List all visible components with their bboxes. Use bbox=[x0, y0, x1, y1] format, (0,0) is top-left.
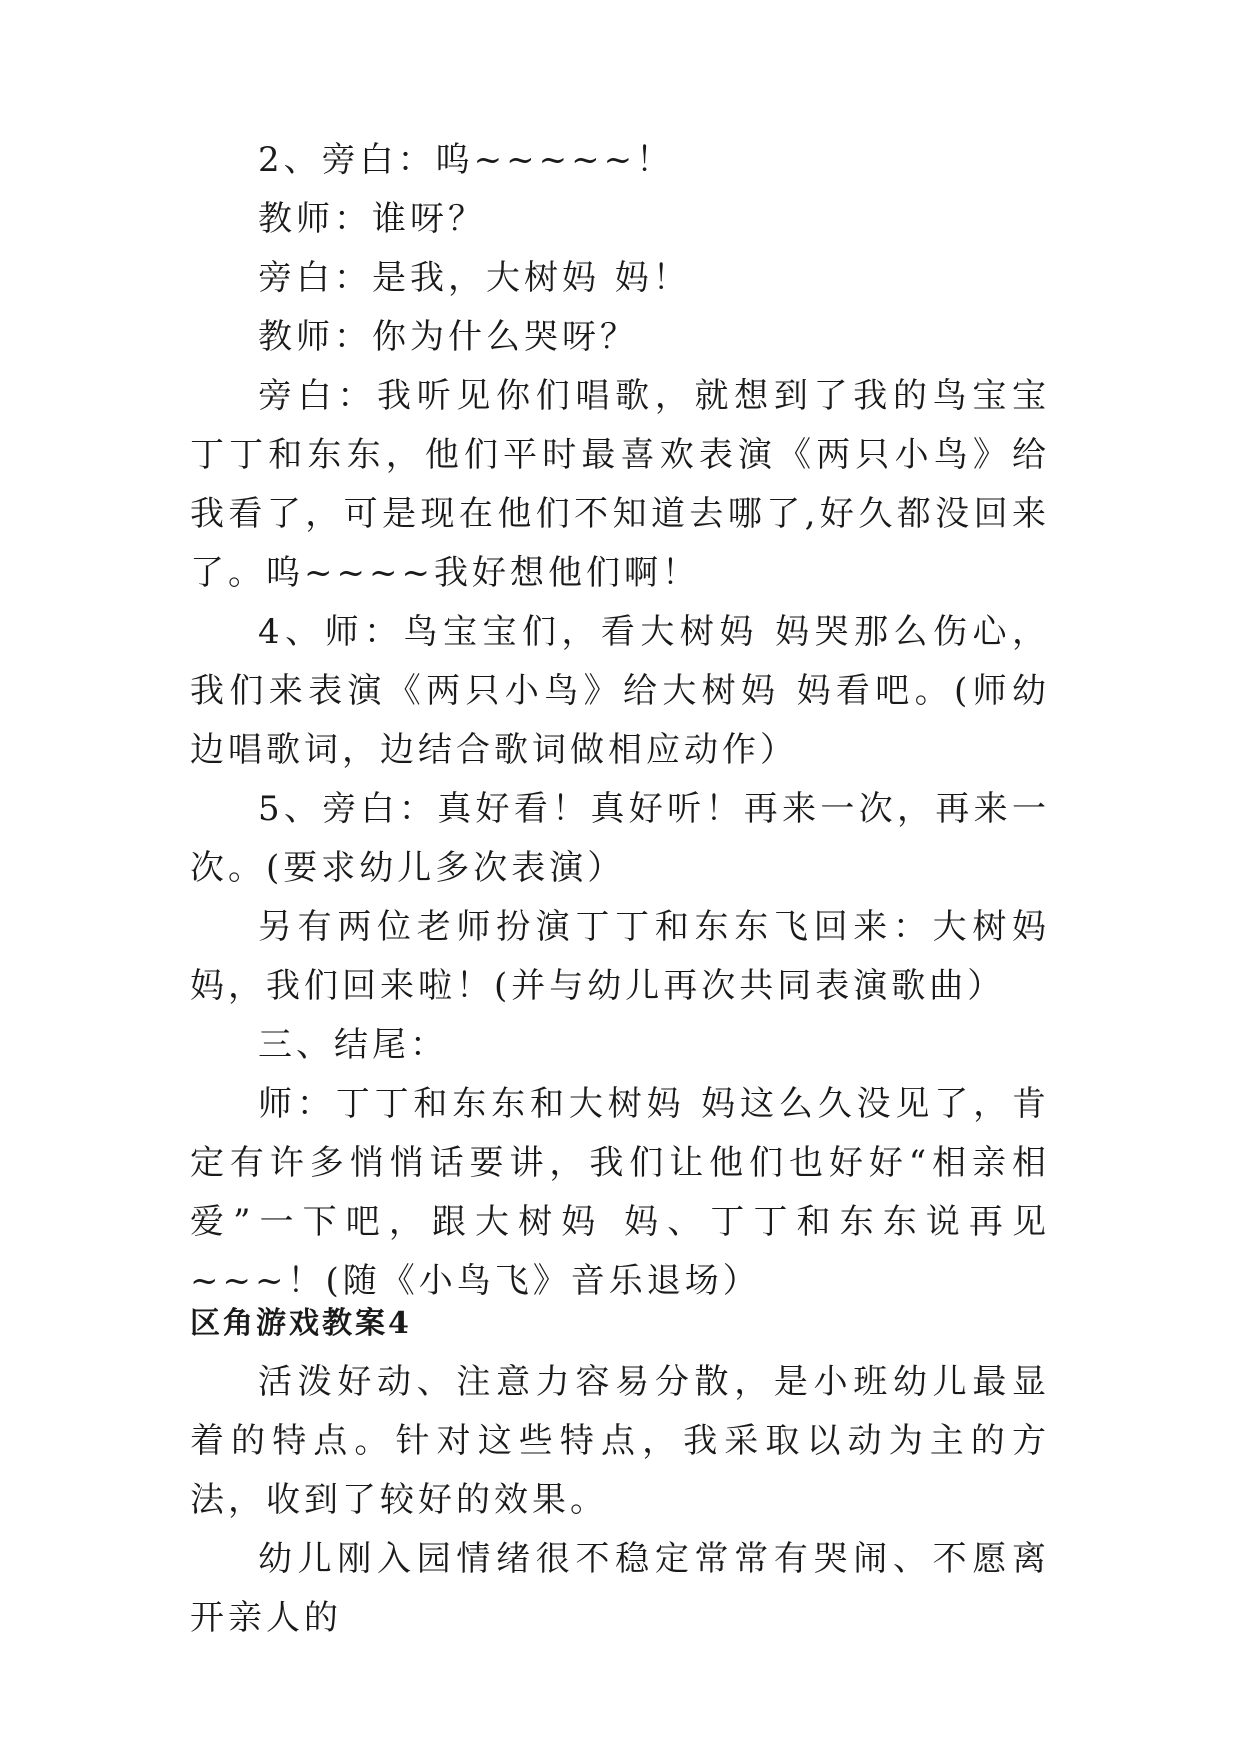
paragraph: 幼儿刚入园情绪很不稳定常常有哭闹、不愿离开亲人的 bbox=[190, 1539, 1050, 1638]
paragraph: 教师：你为什么哭呀？ bbox=[258, 317, 638, 357]
paragraph: 5、旁白：真好看！真好听！再来一次，再来一次。(要求幼儿多次表演） bbox=[190, 789, 1050, 888]
paragraph: 旁白：是我，大树妈 妈！ bbox=[258, 258, 691, 298]
section-lesson-plan-4 bbox=[190, 1294, 1050, 1648]
section-lesson-script bbox=[190, 131, 1050, 1311]
paragraph: 旁白：我听见你们唱歌，就想到了我的鸟宝宝丁丁和东东，他们平时最喜欢表演《两只小鸟》给我看了，可是现在他们不知道去哪了,好久都没回来了。呜~~~~我好想他们啊！ bbox=[190, 376, 1050, 593]
section-heading: 区角游戏教案4 bbox=[190, 1306, 412, 1341]
paragraph: 三、结尾： bbox=[258, 1025, 448, 1065]
paragraph: 活泼好动、注意力容易分散，是小班幼儿最显着的特点。针对这些特点，我采取以动为主的方法，收到了较好的效果。 bbox=[190, 1362, 1050, 1520]
paragraph: 2、旁白：呜~~~~~！ bbox=[258, 140, 675, 180]
paragraph: 另有两位老师扮演丁丁和东东飞回来：大树妈 妈，我们回来啦！(并与幼儿再次共同表演歌曲） bbox=[190, 907, 1050, 1006]
paragraph: 4、师：鸟宝宝们，看大树妈 妈哭那么伤心，我们来表演《两只小鸟》给大树妈 妈看吧。(师幼边唱歌词，边结合歌词做相应动作） bbox=[190, 612, 1050, 770]
paragraph: 教师：谁呀？ bbox=[258, 199, 486, 239]
paragraph: 师：丁丁和东东和大树妈 妈这么久没见了，肯定有许多悄悄话要讲，我们让他们也好好“相亲相爱”一下吧，跟大树妈 妈、丁丁和东东说再见~~~！(随《小鸟飞》音乐退场） bbox=[190, 1084, 1050, 1301]
